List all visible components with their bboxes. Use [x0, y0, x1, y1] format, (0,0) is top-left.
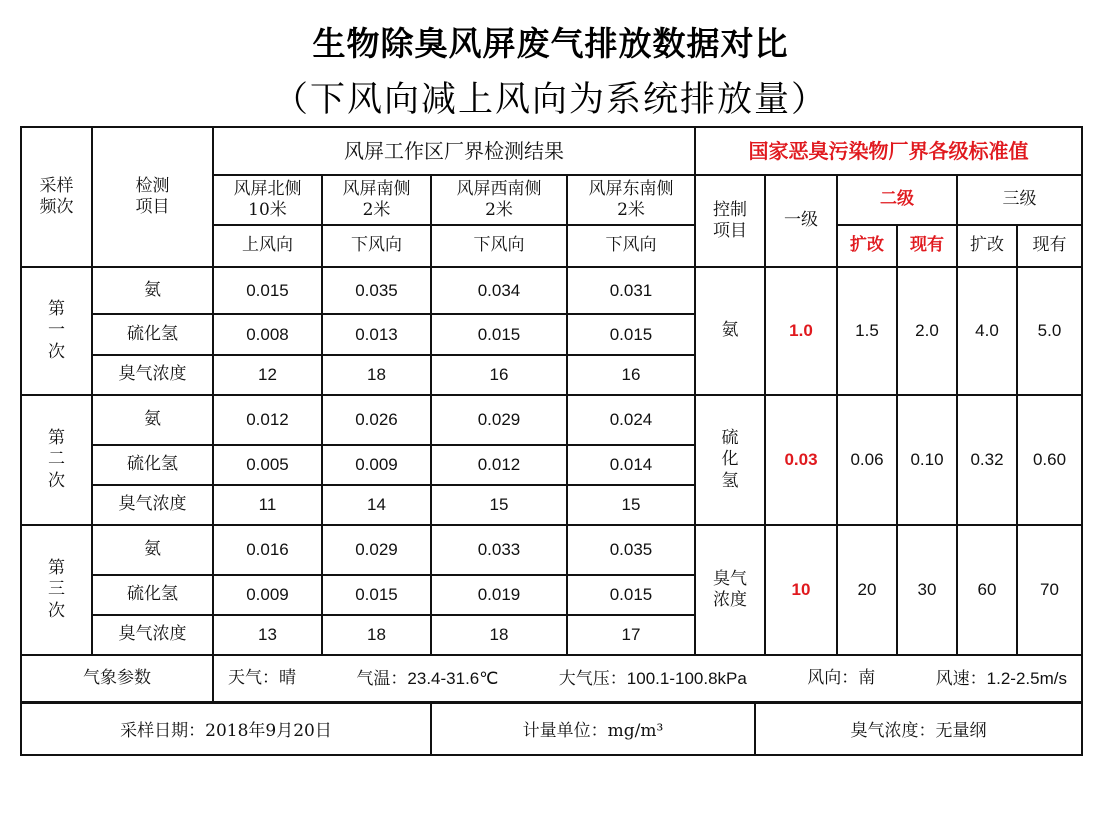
standard-item-line: 臭气 [713, 568, 747, 589]
measurement-unit: 计量单位：mg/m³ [431, 702, 755, 755]
point-name: 风屏北侧 [233, 178, 302, 199]
value-cell: 15 [567, 485, 695, 525]
standard-l2-existing: 2.0 [897, 267, 957, 395]
standard-level1: 10 [765, 525, 837, 655]
level3-existing-header: 现有 [1017, 225, 1082, 267]
value-cell: 0.012 [213, 395, 322, 445]
round-label-char: 一 [48, 320, 65, 341]
value-cell: 18 [322, 615, 431, 655]
table-row [21, 525, 1082, 575]
value-cell: 0.026 [322, 395, 431, 445]
header-sample-freq-line2: 频次 [39, 197, 74, 217]
data-table [20, 126, 1083, 704]
header-item [92, 127, 213, 267]
point-name: 风屏南侧 [342, 178, 411, 199]
wind-speed-value: 1.2-2.5m/s [986, 668, 1067, 688]
row-item: 硫化氢 [92, 314, 213, 355]
level2-header: 二级 [837, 175, 957, 225]
value-cell: 0.015 [213, 267, 322, 314]
value-cell: 0.034 [431, 267, 567, 314]
standard-item-line: 浓度 [713, 590, 747, 610]
standard-item-line: 化 [721, 449, 739, 470]
level2-existing-header: 现有 [897, 225, 957, 267]
point-direction: 下风向 [567, 225, 695, 267]
row-item: 臭气浓度 [92, 355, 213, 395]
point-dist: 2米 [617, 200, 645, 220]
table-row [21, 267, 1082, 314]
level3-header: 三级 [957, 175, 1082, 225]
round-label-char: 次 [48, 600, 65, 621]
value-cell: 0.015 [431, 314, 567, 355]
value-cell: 18 [322, 355, 431, 395]
value-cell: 16 [431, 355, 567, 395]
point-header [567, 175, 695, 225]
round-label-char: 第 [48, 299, 65, 320]
standard-l3-expand: 4.0 [957, 267, 1017, 395]
round-label-char: 二 [48, 449, 65, 470]
point-name: 风屏西南侧 [456, 178, 542, 199]
point-header [431, 175, 567, 225]
control-item-line1: 控制 [713, 199, 747, 220]
round-label [21, 395, 92, 525]
table-row [21, 395, 1082, 445]
footer-table [20, 701, 1083, 756]
standard-l3-existing: 5.0 [1017, 267, 1082, 395]
row-item: 氨 [92, 395, 213, 445]
standard-group-header: 国家恶臭污染物厂界各级标准值 [695, 127, 1082, 175]
point-direction: 上风向 [213, 225, 322, 267]
header-item-line1: 检测 [135, 175, 170, 196]
standard-l2-expand: 0.06 [837, 395, 897, 525]
wind-direction-key: 风向： [807, 667, 859, 688]
row-item: 氨 [92, 525, 213, 575]
row-item: 硫化氢 [92, 575, 213, 615]
weather-label: 气象参数 [21, 655, 213, 703]
control-item-line2: 项目 [713, 221, 747, 241]
value-cell: 0.035 [322, 267, 431, 314]
header-sample-freq [21, 127, 92, 267]
value-cell: 18 [431, 615, 567, 655]
control-item-header [695, 175, 765, 267]
standard-l3-existing: 0.60 [1017, 395, 1082, 525]
standard-level1: 0.03 [765, 395, 837, 525]
odor-unit: 臭气浓度：无量纲 [755, 702, 1082, 755]
row-item: 臭气浓度 [92, 485, 213, 525]
weather-key: 天气： [228, 667, 279, 688]
point-dist: 2米 [485, 200, 513, 220]
value-cell: 0.013 [322, 314, 431, 355]
standard-level1: 1.0 [765, 267, 837, 395]
value-cell: 0.012 [431, 445, 567, 485]
value-cell: 0.029 [322, 525, 431, 575]
standard-item [695, 525, 765, 655]
standard-l2-existing: 30 [897, 525, 957, 655]
row-item: 氨 [92, 267, 213, 314]
standard-l2-existing: 0.10 [897, 395, 957, 525]
standard-l3-expand: 0.32 [957, 395, 1017, 525]
round-label-char: 三 [48, 579, 65, 600]
point-direction: 下风向 [431, 225, 567, 267]
point-direction: 下风向 [322, 225, 431, 267]
sample-date: 采样日期：2018年9月20日 [21, 702, 431, 755]
value-cell: 17 [567, 615, 695, 655]
monitor-group-header: 风屏工作区厂界检测结果 [213, 127, 695, 175]
round-label-char: 次 [48, 470, 65, 491]
header-sample-freq-line1: 采样 [39, 175, 74, 196]
row-item: 硫化氢 [92, 445, 213, 485]
standard-item-line: 氨 [721, 320, 739, 341]
round-label-char: 第 [48, 428, 65, 449]
header-item-line2: 项目 [135, 197, 170, 217]
standard-l3-existing: 70 [1017, 525, 1082, 655]
value-cell: 0.029 [431, 395, 567, 445]
round-label-char: 次 [48, 341, 65, 362]
value-cell: 0.015 [567, 575, 695, 615]
standard-item [695, 395, 765, 525]
value-cell: 11 [213, 485, 322, 525]
page-title: 生物除臭风屏废气排放数据对比 [312, 24, 789, 63]
value-cell: 0.016 [213, 525, 322, 575]
weather-row [21, 655, 1082, 703]
standard-item [695, 267, 765, 395]
value-cell: 14 [322, 485, 431, 525]
value-cell: 12 [213, 355, 322, 395]
standard-item-line: 氢 [721, 470, 739, 491]
point-header [322, 175, 431, 225]
point-name: 风屏东南侧 [588, 178, 674, 199]
temperature-value: 23.4-31.6℃ [407, 668, 499, 688]
level1-header: 一级 [765, 175, 837, 267]
value-cell: 0.009 [213, 575, 322, 615]
value-cell: 0.019 [431, 575, 567, 615]
pressure-value: 100.1-100.8kPa [626, 668, 747, 688]
page-subtitle: （下风向减上风向为系统排放量） [272, 80, 828, 120]
value-cell: 0.015 [567, 314, 695, 355]
round-label [21, 525, 92, 655]
temperature-key: 气温： [356, 668, 408, 689]
round-label [21, 267, 92, 395]
point-header [213, 175, 322, 225]
wind-direction-value: 南 [858, 667, 876, 688]
value-cell: 0.033 [431, 525, 567, 575]
value-cell: 0.009 [322, 445, 431, 485]
round-label-char: 第 [48, 558, 65, 579]
standard-l2-expand: 1.5 [837, 267, 897, 395]
point-dist: 2米 [362, 200, 391, 220]
value-cell: 0.024 [567, 395, 695, 445]
level3-expand-header: 扩改 [957, 225, 1017, 267]
standard-l2-expand: 20 [837, 525, 897, 655]
value-cell: 0.015 [322, 575, 431, 615]
pressure-key: 大气压： [558, 668, 627, 689]
standard-item-line: 硫 [721, 428, 739, 449]
value-cell: 15 [431, 485, 567, 525]
standard-l3-expand: 60 [957, 525, 1017, 655]
value-cell: 0.031 [567, 267, 695, 314]
weather-params [213, 655, 1082, 703]
value-cell: 0.035 [567, 525, 695, 575]
value-cell: 0.005 [213, 445, 322, 485]
level2-expand-header: 扩改 [837, 225, 897, 267]
value-cell: 0.008 [213, 314, 322, 355]
wind-speed-key: 风速： [935, 668, 987, 689]
value-cell: 13 [213, 615, 322, 655]
value-cell: 0.014 [567, 445, 695, 485]
row-item: 臭气浓度 [92, 615, 213, 655]
value-cell: 16 [567, 355, 695, 395]
point-dist: 10米 [248, 200, 287, 220]
weather-value: 晴 [279, 667, 296, 688]
